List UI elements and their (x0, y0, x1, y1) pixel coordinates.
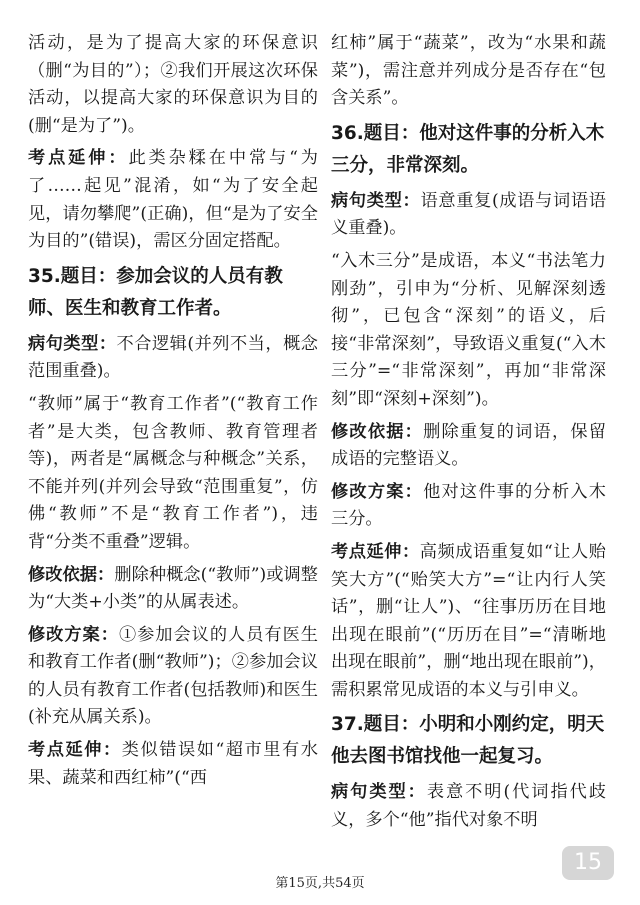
section-label: 修改方案： (331, 481, 424, 502)
paragraph-text: 不合逻辑(并列不当，概念范围重叠)。 (28, 333, 318, 382)
paragraph-text: ①参加会议的人员有医生和教育工作者(删“教师”)；②参加会议的人员有教育工作者(包括教师)和医生(补充从属关系)。 (28, 624, 318, 728)
section-label: 考点延伸： (331, 541, 420, 562)
paragraph-text: 删除种概念(“教师”)或调整为“大类+小类”的从属表述。 (28, 564, 318, 613)
paragraph (331, 779, 606, 834)
paragraph-text: “入木三分”是成语，本义“书法笔力刚劲”，引申为“分析、见解深刻透彻”，已包含“深刻”的语义，后接“非常深刻”，导致语义重复(“入木三分”=“非常深刻”，再加“非常深刻”即“深刻+深刻”)。 (331, 250, 606, 409)
section-label: 病句类型： (331, 190, 421, 211)
paragraph (28, 737, 318, 792)
paragraph (331, 419, 606, 474)
paragraph (331, 248, 606, 414)
paragraph (331, 539, 606, 705)
paragraph (28, 391, 318, 557)
paragraph (28, 145, 318, 255)
paragraph-text: 表意不明(代词指代歧义，多个“他”指代对象不明 (331, 782, 606, 831)
paragraph (331, 188, 606, 243)
question-heading: 36.题目：他对这件事的分析入木三分，非常深刻。 (331, 122, 605, 176)
section-label: 病句类型： (28, 333, 117, 354)
section-label: 考点延伸： (28, 148, 129, 169)
paragraph-text: 高频成语重复如“让人贻笑大方”(“贻笑大方”=“让内行人笑话”，删“让人”)、“往事历历在目地出现在眼前”(“历历在目”=“清晰地出现在眼前”，删“地出现在眼前”)，需积累常见成语的本义与引申义。 (331, 541, 606, 700)
paragraph-text: 类似错误如“超市里有水果、蔬菜和西红柿”(“西 (28, 740, 318, 788)
left-column (28, 30, 318, 797)
page-number-badge: 15 (562, 846, 614, 880)
paragraph-text: 红柿”属于“蔬菜”，改为“水果和蔬菜”)，需注意并列成分是否存在“包含关系”。 (331, 33, 606, 109)
paragraph (331, 30, 606, 113)
section-label: 考点延伸： (28, 740, 122, 761)
section-label: 病句类型： (331, 782, 427, 803)
paragraph (28, 331, 318, 386)
paragraph-text: 删除重复的词语，保留成语的完整语义。 (331, 421, 606, 470)
paragraph-text: 此类杂糅在中常与“为了……起见”混淆，如“为了安全起见，请勿攀爬”(正确)，但“是为了安全为目的”(错误)，需区分固定搭配。 (28, 148, 318, 252)
section-label: 修改方案： (28, 624, 119, 645)
paragraph-text: 活动，是为了提高大家的环保意识（删“为目的”）；②我们开展这次环保活动，以提高大家的环保意识为目的(删“是为了”)。 (28, 33, 318, 136)
section-label: 修改依据： (28, 564, 115, 585)
paragraph-text: “教师”属于“教育工作者”(“教育工作者”是大类，包含教师、教育管理者等)，两者是“属概念与种概念”关系，不能并列(并列会导致“范围重复”，仿佛“教师”不是“教育工作者”)，违背“分类不重叠”逻辑。 (28, 393, 318, 552)
paragraph (28, 30, 318, 140)
section-label: 修改依据： (331, 421, 424, 442)
right-column (331, 30, 606, 840)
paragraph-text: 他对这件事的分析入木三分。 (331, 481, 606, 530)
paragraph-text: 语意重复(成语与词语语义重叠)。 (331, 190, 606, 239)
question-heading: 37.题目：小明和小刚约定，明天他去图书馆找他一起复习。 (331, 714, 605, 768)
paragraph (28, 622, 318, 732)
paragraph (28, 562, 318, 617)
question-heading: 35.题目：参加会议的人员有教师、医生和教育工作者。 (28, 265, 283, 319)
page-footer: 第15页,共54页 (275, 876, 365, 891)
paragraph (331, 479, 606, 534)
